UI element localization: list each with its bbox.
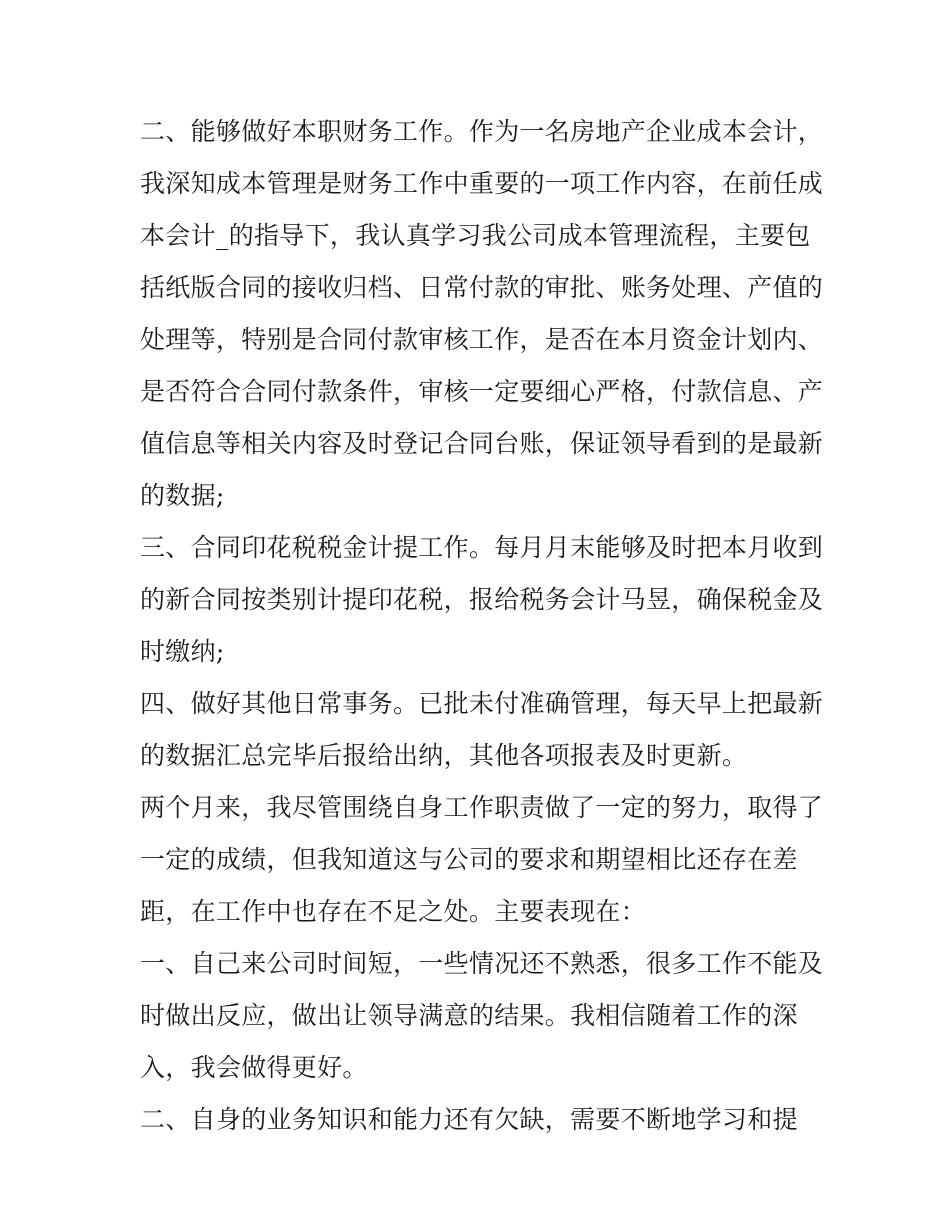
text-line: 距，在工作中也存在不足之处。主要表现在： [140,897,647,926]
text-line: 两个月来，我尽管围绕自身工作职责做了一定的努力，取得了 [140,793,824,822]
text-line: 三、合同印花税税金计提工作。每月月末能够及时把本月收到 [140,533,824,562]
text-line: 本会计_的指导下，我认真学习我公司成本管理流程，主要包 [140,221,811,250]
text-line: 的数据; [140,481,225,510]
text-line: 一定的成绩，但我知道这与公司的要求和期望相比还存在差 [140,845,798,874]
text-line: 一、自己来公司时间短，一些情况还不熟悉，很多工作不能及 [140,949,824,978]
text-line: 的数据汇总完毕后报给出纳，其他各项报表及时更新。 [140,741,748,770]
text-line: 入，我会做得更好。 [140,1053,368,1082]
text-line: 四、做好其他日常事务。已批未付准确管理，每天早上把最新 [140,689,824,718]
text-line: 值信息等相关内容及时登记合同台账，保证领导看到的是最新 [140,429,824,458]
text-line: 是否符合合同付款条件，审核一定要细心严格，付款信息、产 [140,377,824,406]
text-line: 我深知成本管理是财务工作中重要的一项工作内容，在前任成 [140,169,824,198]
document-body [140,106,824,1146]
text-line: 括纸版合同的接收归档、日常付款的审批、账务处理、产值的 [140,273,824,302]
text-line: 处理等，特别是合同付款审核工作，是否在本月资金计划内、 [140,325,824,354]
text-line: 时缴纳; [140,637,225,666]
text-line: 的新合同按类别计提印花税，报给税务会计马昱，确保税金及 [140,585,824,614]
text-line: 二、能够做好本职财务工作。作为一名房地产企业成本会计， [140,117,824,146]
text-line: 时做出反应，做出让领导满意的结果。我相信随着工作的深 [140,1001,798,1030]
text-line: 二、自身的业务知识和能力还有欠缺，需要不断地学习和提 [140,1105,798,1134]
